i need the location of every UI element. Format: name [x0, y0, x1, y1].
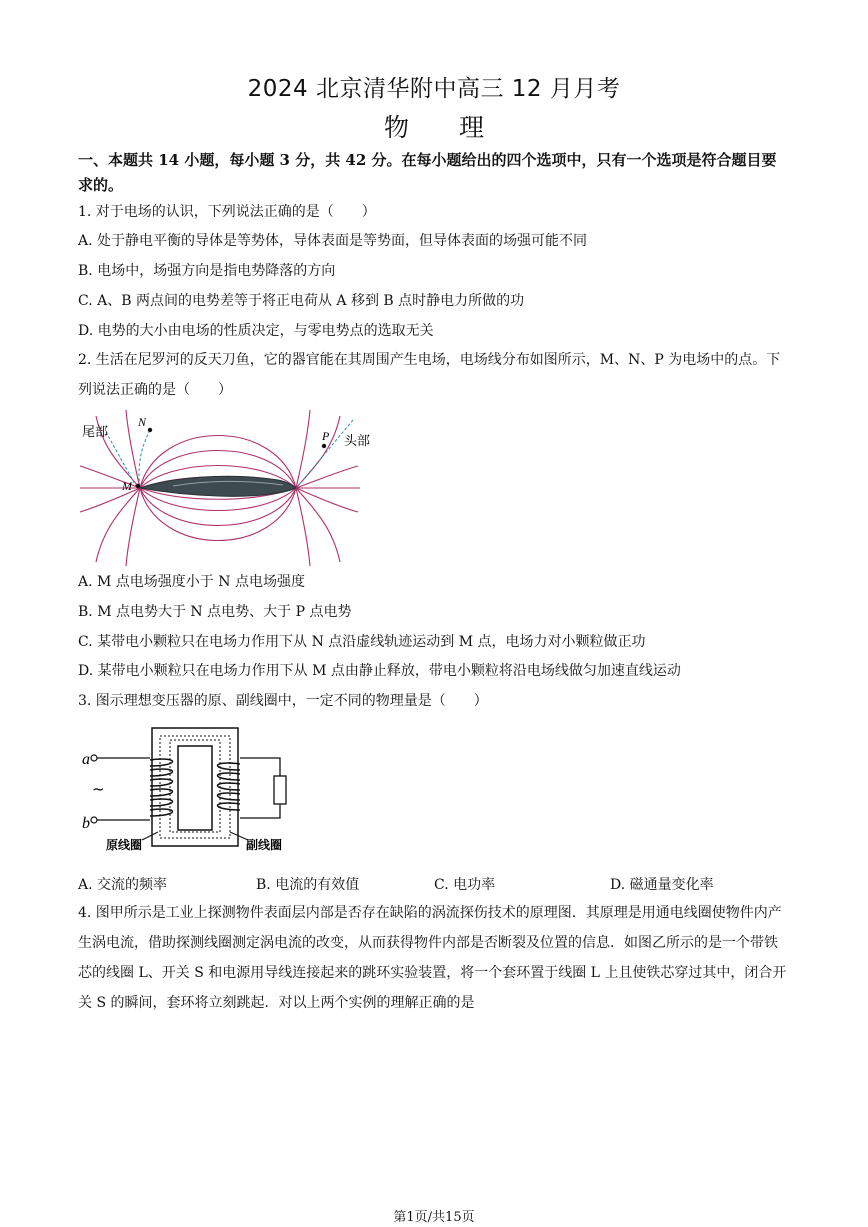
page-title: 2024 北京清华附中高三 12 月月考 — [247, 76, 621, 102]
q3-option-c: C. 电功率 — [434, 877, 496, 893]
section-heading: 一、本题共 14 小题，每小题 3 分，共 42 分。在每小题给出的四个选项中，只有一个选项是符合题目要求的。 — [78, 151, 777, 194]
q3-stem: 3. 图示理想变压器的原、副线圈中，一定不同的物理量是（ ） — [78, 693, 488, 709]
q2-option-c: C. 某带电小颗粒只在电场力作用下从 N 点沿虚线轨迹运动到 M 点，电场力对小颗粒做正功 — [78, 634, 646, 650]
q3-options — [78, 874, 790, 894]
q1-option-b: B. 电场中，场强方向是指电势降落的方向 — [78, 263, 336, 279]
q3-option-b: B. 电流的有效值 — [256, 877, 360, 893]
q2-option-d: D. 某带电小颗粒只在电场力作用下从 M 点由静止释放，带电小颗粒将沿电场线做匀加速直线运动 — [78, 663, 681, 679]
point-p-dot — [322, 444, 326, 448]
terminal-b-dot — [91, 817, 97, 823]
secondary-coil-label: 副线圈 — [246, 838, 283, 852]
q4-stem: 4. 图甲所示是工业上探测物件表面层内部是否存在缺陷的涡流探伤技术的原理图．其原理是用通电线圈使物件内产生涡电流，借助探测线圈测定涡电流的改变，从而获得物件内部是否断裂及位置的信息．如图乙所示的是一个带铁芯的线圈 L、开关 S 和电源用导线连接起来的跳环实验装置，将一个套环置于线圈 L 上且使铁芯穿过其中，闭合开关 S 的瞬间，套环将立刻跳起．对以上两个实例的理解正确的是 — [78, 905, 787, 1011]
electric-field-figure — [78, 408, 398, 568]
q1-option-a: A. 处于静电平衡的导体是等势体，导体表面是等势面，但导体表面的场强可能不同 — [78, 233, 588, 249]
terminal-a-label: a — [82, 751, 90, 768]
point-m-dot — [136, 484, 140, 488]
point-n-label: N — [138, 415, 147, 429]
tail-label: 尾部 — [82, 425, 109, 440]
q2-option-a: A. M 点电场强度小于 N 点电场强度 — [78, 574, 305, 590]
q2-option-b: B. M 点电势大于 N 点电势、大于 P 点电势 — [78, 604, 352, 620]
point-m-label: M — [122, 479, 132, 493]
core-inner — [178, 746, 212, 830]
fish-body — [140, 476, 296, 496]
q3-option-d: D. 磁通量变化率 — [610, 877, 714, 893]
ac-symbol: ~ — [92, 780, 105, 798]
primary-coil-label: 原线圈 — [106, 838, 143, 852]
q3-option-a: A. 交流的频率 — [78, 877, 168, 893]
secondary-coil — [218, 763, 241, 810]
q1-option-d: D. 电势的大小由电场的性质决定，与零电势点的选取无关 — [78, 323, 434, 339]
terminal-b-label: b — [82, 815, 90, 832]
q1-option-c: C. A、B 两点间的电势差等于将正电荷从 A 移到 B 点时静电力所做的功 — [78, 293, 525, 309]
dashed-path-tail — [106, 432, 136, 486]
q1-stem: 1. 对于电场的认识，下列说法正确的是（ ） — [78, 204, 376, 220]
transformer-figure — [80, 722, 300, 857]
q2-stem: 2. 生活在尼罗河的反天刀鱼，它的器官能在其周围产生电场，电场线分布如图所示，M、N、P 为电场中的点。下列说法正确的是（ ） — [78, 352, 781, 398]
resistor — [274, 776, 286, 804]
subject-title: 物 理 — [383, 113, 484, 142]
terminal-a-dot — [91, 755, 97, 761]
point-n-dot — [148, 428, 152, 432]
primary-coil — [150, 759, 173, 816]
head-label: 头部 — [344, 434, 371, 449]
page-footer: 第1页/共15页 — [393, 1210, 475, 1225]
point-p-label: P — [322, 429, 330, 443]
